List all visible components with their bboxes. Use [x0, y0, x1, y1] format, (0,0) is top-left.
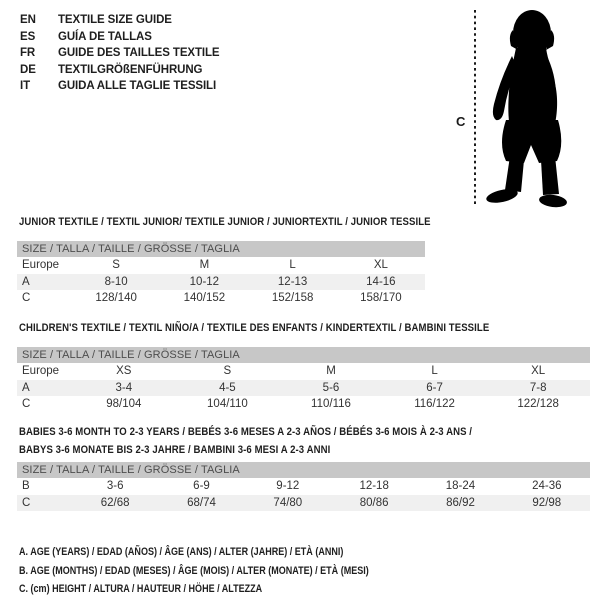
junior-size-table	[17, 241, 425, 307]
list-item	[20, 12, 220, 29]
size-header-band: SIZE / TALLA / TAILLE / GRÖSSE / TAGLIA	[17, 347, 590, 363]
age-cell: 12-18	[359, 480, 389, 492]
height-cell: 74/80	[273, 496, 303, 509]
baby-silhouette	[485, 10, 568, 209]
list-item	[20, 78, 220, 95]
language-code: ES	[20, 30, 36, 43]
height-cell: 98/104	[106, 398, 142, 410]
guide-title: TEXTILE SIZE GUIDE	[58, 14, 172, 26]
size-cell: XS	[116, 365, 132, 377]
size-header-band: SIZE / TALLA / TAILLE / GRÖSSE / TAGLIA	[17, 241, 425, 257]
table-row	[17, 478, 590, 495]
guide-title: GUIDE DES TAILLES TEXTILE	[58, 47, 220, 59]
guide-title: TEXTILGRÖßENFÜHRUNG	[58, 63, 203, 76]
height-cell: 68/74	[187, 496, 216, 509]
height-cell: 92/98	[532, 496, 562, 509]
legend-line-b: B. AGE (MONTHS) / EDAD (MESES) / ÂGE (MOIS) / ALTER (MONATE) / ETÀ (MESI)	[19, 564, 369, 577]
table-row	[17, 363, 590, 380]
height-cell: 110/116	[311, 398, 351, 410]
language-title-list	[20, 12, 220, 95]
section-heading-junior: JUNIOR TEXTILE / TEXTIL JUNIOR/ TEXTILE JUNIOR / JUNIORTEXTIL / JUNIOR TESSILE	[19, 216, 431, 228]
row-label: A	[22, 381, 30, 394]
age-cell: 5-6	[322, 381, 340, 394]
size-cell: M	[326, 365, 336, 377]
size-cell: L	[431, 365, 438, 377]
age-cell: 10-12	[189, 275, 220, 288]
height-cell: 86/92	[446, 496, 475, 509]
language-code: IT	[20, 80, 31, 92]
height-cell: 116/122	[414, 398, 455, 410]
size-cell: XL	[373, 259, 388, 271]
age-cell: 3-4	[115, 381, 133, 394]
section-heading-babies	[19, 424, 472, 459]
row-label: Europe	[22, 259, 60, 271]
legend-line-a: A. AGE (YEARS) / EDAD (AÑOS) / ÂGE (ANS) / ALTER (JAHRE) / ETÀ (ANNI)	[19, 546, 344, 558]
row-label: B	[22, 480, 30, 492]
age-cell: 12-13	[277, 275, 308, 288]
height-cell: 152/158	[271, 292, 314, 304]
age-cell: 6-7	[426, 381, 443, 394]
row-label: Europe	[22, 365, 60, 377]
table-row	[17, 380, 590, 397]
size-cell: S	[112, 259, 120, 271]
legend-line-c: C. (cm) HEIGHT / ALTURA / HAUTEUR / HÖHE / ALTEZZA	[19, 583, 263, 595]
baby-height-figure	[452, 4, 592, 216]
height-cell: 128/140	[95, 292, 137, 304]
section-heading-children: CHILDREN'S TEXTILE / TEXTIL NIÑO/A / TEXTILE DES ENFANTS / KINDERTEXTIL / BAMBINI TESSILE	[19, 322, 490, 334]
height-cell: 140/152	[183, 292, 226, 304]
age-cell: 6-9	[193, 480, 210, 492]
guide-title: GUÍA DE TALLAS	[58, 30, 152, 43]
age-cell: 9-12	[276, 480, 300, 492]
legend	[19, 543, 369, 599]
row-label: A	[22, 275, 30, 288]
table-row	[17, 257, 425, 274]
row-label: C	[22, 292, 31, 304]
children-size-table	[17, 347, 590, 413]
list-item	[20, 62, 220, 79]
age-cell: 14-16	[366, 275, 396, 288]
size-cell: S	[223, 365, 232, 377]
size-cell: M	[199, 259, 210, 271]
table-row	[17, 290, 425, 307]
age-cell: 4-5	[219, 381, 236, 394]
height-cell: 80/86	[359, 496, 389, 509]
size-header-band: SIZE / TALLA / TAILLE / GRÖSSE / TAGLIA	[17, 462, 590, 478]
table-row	[17, 495, 590, 512]
list-item	[20, 29, 220, 46]
age-cell: 8-10	[104, 275, 128, 288]
height-cell: 104/110	[207, 398, 248, 410]
age-cell: 24-36	[532, 480, 562, 492]
row-label: C	[22, 496, 31, 509]
language-code: EN	[20, 14, 36, 26]
heading-line: BABIES 3-6 MONTH TO 2-3 YEARS / BEBÉS 3-6 MESES A 2-3 AÑOS / BÉBÉS 3-6 MOIS À 2-3 ANS /	[19, 426, 473, 438]
age-cell: 7-8	[529, 381, 547, 394]
language-code: FR	[20, 47, 36, 59]
age-cell: 3-6	[106, 480, 124, 492]
height-cell: 62/68	[100, 496, 130, 509]
row-label: C	[22, 398, 31, 410]
babies-size-table	[17, 462, 590, 511]
table-row	[17, 396, 590, 413]
height-cell: 122/128	[517, 398, 559, 410]
height-label: C	[456, 114, 466, 129]
table-row	[17, 274, 425, 291]
guide-title: GUIDA ALLE TAGLIE TESSILI	[58, 80, 217, 92]
height-cell: 158/170	[360, 292, 402, 304]
size-cell: XL	[531, 365, 546, 377]
heading-line: BABYS 3-6 MONATE BIS 2-3 JAHRE / BAMBINI 3-6 MESI A 2-3 ANNI	[19, 443, 331, 456]
language-code: DE	[20, 63, 36, 76]
list-item	[20, 45, 220, 62]
size-cell: L	[289, 259, 296, 271]
age-cell: 18-24	[445, 480, 476, 492]
